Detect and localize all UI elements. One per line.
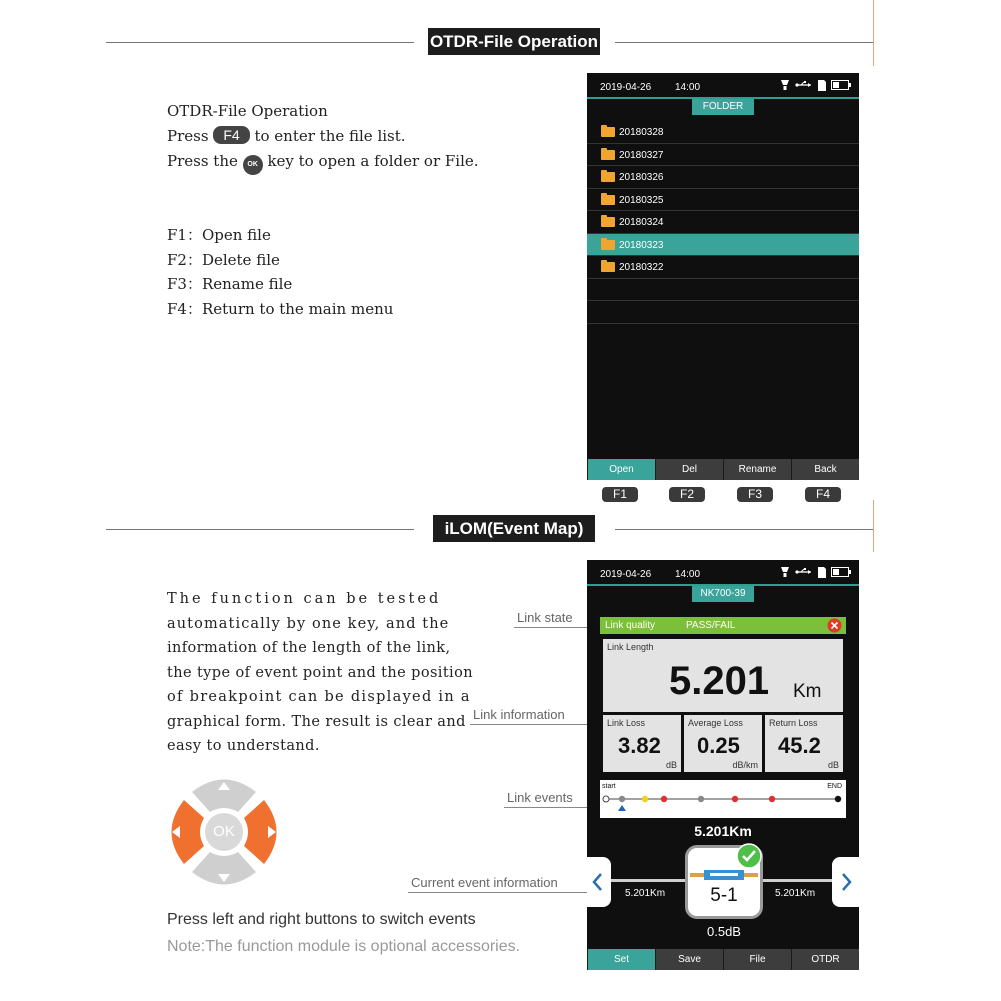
softkey-back[interactable]: Back — [791, 459, 859, 480]
folder-icon — [601, 150, 615, 160]
event-map-screen — [587, 560, 859, 970]
event-point[interactable] — [619, 796, 625, 802]
status-bar — [587, 560, 859, 584]
section1-edge-mark — [873, 0, 874, 66]
link-quality-bar — [600, 617, 846, 634]
fkey-label: F3： — [167, 275, 202, 293]
dpad-ok-label: OK — [213, 823, 235, 840]
softkey-bar — [587, 949, 859, 970]
fkey-desc: Return to the main menu — [201, 299, 394, 318]
annot-link-state-line — [514, 627, 594, 628]
average-loss-unit: dB/km — [732, 760, 758, 770]
dpad-right-button[interactable] — [244, 800, 277, 864]
press-ok-after: key to open a folder or File. — [267, 152, 479, 170]
softkey-file[interactable]: File — [723, 949, 791, 970]
folder-name: 20180323 — [619, 239, 664, 251]
fkey-label: F2： — [167, 250, 202, 269]
f4-key-badge: F4 — [213, 126, 249, 144]
event-point[interactable] — [698, 796, 704, 802]
events-start-label: start — [602, 783, 616, 790]
annot-link-state: Link state — [517, 610, 573, 625]
fkey-item-f1 — [167, 223, 393, 248]
folder-row-selected[interactable] — [587, 234, 859, 257]
section2-title: iLOM(Event Map) — [433, 515, 595, 542]
fiber-line-left — [611, 879, 689, 882]
section1-title: OTDR-File Operation — [428, 28, 600, 55]
link-quality-value: PASS/FAIL — [686, 620, 736, 631]
fkey-label: F4： — [167, 299, 202, 318]
chevron-left-icon — [587, 857, 611, 907]
empty-row — [587, 301, 859, 324]
events-end-label: END — [827, 783, 842, 790]
folder-name: 20180327 — [619, 149, 664, 161]
section1-press-ok-line — [167, 149, 479, 175]
folder-row[interactable] — [587, 256, 859, 279]
status-date: 2019-04-26 — [600, 82, 652, 93]
link-length-unit: Km — [793, 681, 822, 702]
folder-row[interactable] — [587, 144, 859, 167]
lamp-icon — [780, 79, 790, 91]
folder-icon — [601, 262, 615, 272]
folder-name: 20180324 — [619, 217, 664, 228]
status-icons — [780, 566, 851, 578]
link-length-panel — [603, 639, 843, 712]
annot-link-events: Link events — [507, 790, 573, 805]
file-list-screen — [587, 73, 859, 480]
sd-card-icon — [818, 80, 826, 91]
softkey-otdr[interactable]: OTDR — [791, 949, 859, 970]
return-loss-value: 45.2 — [778, 733, 821, 758]
model-badge: NK700-39 — [692, 586, 754, 602]
event-position: 5.201Km — [694, 823, 752, 839]
desc-line: graphical form. The result is clear and — [167, 713, 466, 730]
hardkey-f1[interactable]: F1 — [602, 487, 638, 502]
event-start-point[interactable] — [603, 796, 609, 802]
event-point[interactable] — [661, 796, 667, 802]
desc-line: information of the length of the link, — [167, 640, 451, 656]
folder-row[interactable] — [587, 166, 859, 189]
return-loss-unit: dB — [827, 760, 839, 770]
event-cursor-icon — [618, 805, 626, 811]
check-icon — [736, 843, 762, 869]
section2-rule-left — [106, 529, 414, 530]
hardkey-f3[interactable]: F3 — [737, 487, 773, 502]
right-distance: 5.201Km — [775, 888, 816, 899]
event-point[interactable] — [769, 796, 775, 802]
link-length-value: 5.201 — [669, 659, 770, 703]
link-quality-label: Link quality — [605, 620, 656, 631]
status-bar — [587, 73, 859, 97]
section1-rule-left — [106, 42, 414, 43]
folder-icon — [601, 217, 615, 227]
fail-x-icon — [827, 618, 842, 633]
folder-row[interactable] — [587, 121, 859, 144]
section2-description — [167, 587, 473, 759]
left-distance: 5.201Km — [625, 888, 666, 899]
desc-line: of breakpoint can be displayed in a — [167, 689, 471, 705]
events-line — [600, 780, 846, 818]
section1-rule-right — [615, 42, 874, 43]
fkey-item-f2 — [167, 248, 393, 273]
annot-link-information: Link information — [473, 707, 565, 722]
next-event-button[interactable] — [832, 857, 859, 907]
link-events-strip — [600, 780, 846, 818]
event-loss: 0.5dB — [707, 924, 741, 939]
annot-link-information-line — [470, 724, 594, 725]
battery-icon — [831, 567, 851, 577]
folder-row[interactable] — [587, 189, 859, 212]
usb-icon — [795, 567, 813, 577]
prev-event-button[interactable] — [587, 857, 611, 907]
section1-intro-title: OTDR-File Operation — [167, 102, 328, 120]
dpad-left-button[interactable] — [172, 800, 205, 864]
folder-name: 20180325 — [619, 194, 664, 206]
press-f4-after: to enter the file list. — [254, 127, 406, 145]
battery-icon — [831, 80, 851, 90]
fkey-desc: Rename file — [201, 275, 293, 293]
return-loss-panel — [765, 715, 843, 772]
link-loss-unit: dB — [665, 760, 677, 770]
desc-line: automatically by one key, and the — [167, 615, 450, 632]
event-end-point[interactable] — [835, 796, 841, 802]
dpad-down-button[interactable] — [192, 852, 256, 885]
softkey-rename[interactable]: Rename — [723, 459, 791, 480]
folder-name: 20180326 — [619, 172, 664, 183]
folder-name: 20180322 — [619, 262, 664, 273]
folder-row[interactable] — [587, 211, 859, 234]
note-text: Note:The function module is optional accessories. — [167, 938, 521, 955]
folder-icon — [601, 240, 615, 250]
hardkey-f2[interactable]: F2 — [669, 487, 705, 502]
folder-name: 20180328 — [619, 127, 664, 138]
empty-row — [587, 279, 859, 302]
average-loss-value: 0.25 — [697, 733, 740, 758]
connector-icon — [690, 868, 758, 882]
folder-icon — [601, 127, 615, 137]
event-point[interactable] — [732, 796, 738, 802]
hardkey-f4[interactable]: F4 — [805, 487, 841, 502]
fkey-item-f4 — [167, 297, 393, 322]
fkey-desc: Delete file — [201, 250, 280, 269]
press-f4-before: Press — [167, 127, 209, 145]
section2-rule-right — [615, 529, 874, 530]
status-time: 14:00 — [675, 569, 701, 580]
lamp-icon — [780, 566, 790, 578]
sd-card-icon — [818, 567, 826, 578]
desc-line: easy to understand. — [167, 738, 320, 754]
section1-press-f4-line — [167, 124, 406, 149]
fkey-label: F1： — [167, 226, 202, 244]
annot-current-event-line — [408, 892, 588, 893]
average-loss-panel — [684, 715, 762, 772]
fkey-item-f3 — [167, 272, 393, 297]
softkey-save[interactable]: Save — [655, 949, 723, 970]
status-date: 2019-04-26 — [600, 569, 652, 580]
switch-events-text: Press left and right buttons to switch events — [167, 911, 476, 928]
softkey-bar — [587, 459, 859, 480]
status-time: 14:00 — [675, 82, 701, 93]
ok-key-badge: OK — [243, 155, 263, 175]
link-length-label: Link Length — [607, 642, 654, 652]
event-point[interactable] — [642, 796, 648, 802]
softkey-del[interactable]: Del — [655, 459, 723, 480]
link-loss-panel — [603, 715, 681, 772]
return-loss-label: Return Loss — [769, 718, 818, 728]
link-loss-label: Link Loss — [607, 718, 646, 728]
annot-current-event-information: Current event information — [411, 875, 558, 890]
folder-icon — [601, 172, 615, 182]
annot-link-events-line — [504, 807, 594, 808]
event-id: 5-1 — [710, 885, 738, 906]
fkey-list — [167, 223, 393, 321]
fkey-desc: Open file — [201, 226, 271, 244]
softkey-open[interactable]: Open — [587, 459, 655, 480]
average-loss-label: Average Loss — [688, 718, 743, 728]
press-ok-before: Press the — [167, 152, 238, 170]
desc-line: the type of event point and the position — [167, 664, 473, 681]
folder-header-badge: FOLDER — [692, 99, 754, 115]
desc-line: The function can be tested — [167, 591, 442, 607]
section2-edge-mark — [873, 500, 874, 552]
fiber-line-right — [759, 879, 832, 882]
folder-icon — [601, 195, 615, 205]
usb-icon — [795, 80, 813, 90]
chevron-right-icon — [832, 857, 859, 907]
status-icons — [780, 79, 851, 91]
link-loss-value: 3.82 — [618, 733, 661, 758]
dpad-up-button[interactable] — [192, 780, 256, 813]
softkey-set[interactable]: Set — [587, 949, 655, 970]
